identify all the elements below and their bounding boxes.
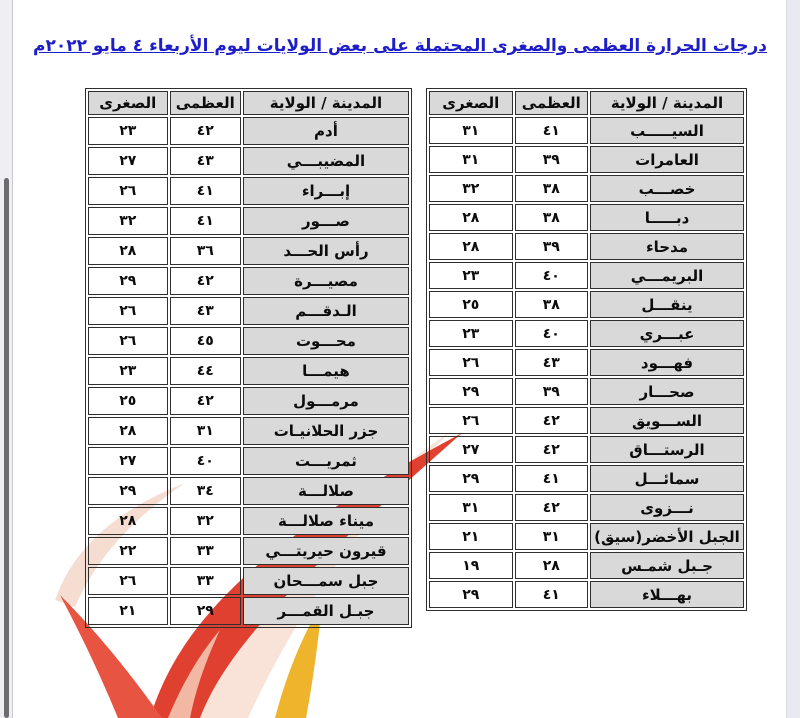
city-cell: جـبل شمـس — [590, 552, 744, 579]
city-cell: مرمـــول — [243, 387, 409, 415]
table-row — [88, 117, 409, 145]
city-cell: صـــور — [243, 207, 409, 235]
min-cell: ٢٢ — [88, 537, 168, 565]
city-cell: سمائـــل — [590, 465, 744, 492]
min-cell: ٣١ — [429, 117, 513, 144]
table-row — [88, 177, 409, 205]
table-row — [429, 407, 744, 434]
max-cell: ٤١ — [515, 465, 588, 492]
table-row — [88, 207, 409, 235]
table-row — [88, 297, 409, 325]
table-row — [88, 417, 409, 445]
table-row — [88, 147, 409, 175]
min-cell: ٣١ — [429, 146, 513, 173]
max-cell: ٣٨ — [515, 291, 588, 318]
max-cell: ٣٩ — [515, 146, 588, 173]
city-cell: مصيـــرة — [243, 267, 409, 295]
min-cell: ٢٦ — [88, 297, 168, 325]
city-cell: عبـــري — [590, 320, 744, 347]
max-cell: ٤٢ — [515, 494, 588, 521]
min-cell: ٢٧ — [429, 436, 513, 463]
max-cell: ٣٩ — [515, 378, 588, 405]
city-cell: العامرات — [590, 146, 744, 173]
table-row — [88, 357, 409, 385]
min-cell: ٢٣ — [429, 262, 513, 289]
city-cell: محـــوت — [243, 327, 409, 355]
table-row — [429, 320, 744, 347]
max-cell: ٣١ — [170, 417, 241, 445]
city-cell: نـــزوى — [590, 494, 744, 521]
min-cell: ٢١ — [429, 523, 513, 550]
max-cell: ٤٢ — [170, 267, 241, 295]
max-cell: ٣٩ — [515, 233, 588, 260]
header-min: الصغرى — [429, 91, 513, 115]
states-table-left — [85, 88, 412, 628]
min-cell: ٢٨ — [429, 233, 513, 260]
table-row — [429, 146, 744, 173]
city-cell: السيـــــب — [590, 117, 744, 144]
table-row — [429, 494, 744, 521]
states-table-right — [426, 88, 747, 611]
max-cell: ٢٩ — [170, 597, 241, 625]
city-cell: قيرون حيريتـــي — [243, 537, 409, 565]
city-cell: المضيبـــي — [243, 147, 409, 175]
max-cell: ٣٨ — [515, 204, 588, 231]
city-cell: مدحاء — [590, 233, 744, 260]
city-cell: الرستـــاق — [590, 436, 744, 463]
city-cell: جبـل القمـــر — [243, 597, 409, 625]
header-max: العظمى — [515, 91, 588, 115]
scrollbar-thumb[interactable] — [4, 178, 9, 718]
max-cell: ٤٠ — [170, 447, 241, 475]
table-row — [429, 581, 744, 608]
min-cell: ٢٣ — [88, 357, 168, 385]
header-min: الصغرى — [88, 91, 168, 115]
city-cell: جبل سمـــحان — [243, 567, 409, 595]
table-row — [88, 537, 409, 565]
min-cell: ٢٦ — [88, 567, 168, 595]
max-cell: ٢٨ — [515, 552, 588, 579]
max-cell: ٤١ — [170, 177, 241, 205]
city-cell: أدم — [243, 117, 409, 145]
max-cell: ٤٣ — [515, 349, 588, 376]
table-row — [88, 477, 409, 505]
min-cell: ٢٩ — [88, 267, 168, 295]
min-cell: ٢٩ — [429, 581, 513, 608]
table-row — [429, 523, 744, 550]
table-row — [429, 436, 744, 463]
min-cell: ٢٥ — [88, 387, 168, 415]
min-cell: ٢٦ — [88, 327, 168, 355]
city-cell: ينقـــل — [590, 291, 744, 318]
page-title: درجات الحرارة العظمى والصغرى المحتملة على بعض الولايات ليوم الأربعاء ٤ مايو ٢٠٢٢م — [32, 36, 768, 56]
header-city: المدينة / الولاية — [590, 91, 744, 115]
max-cell: ٣٦ — [170, 237, 241, 265]
min-cell: ٢٣ — [429, 320, 513, 347]
table-row — [429, 378, 744, 405]
city-cell: الجبل الأخضر(سيق) — [590, 523, 744, 550]
max-cell: ٣٣ — [170, 537, 241, 565]
table-row — [429, 233, 744, 260]
max-cell: ٤١ — [170, 207, 241, 235]
table-row — [88, 597, 409, 625]
min-cell: ٣١ — [429, 494, 513, 521]
min-cell: ٢٧ — [88, 147, 168, 175]
table-row — [88, 447, 409, 475]
max-cell: ٤٢ — [515, 407, 588, 434]
min-cell: ٢١ — [88, 597, 168, 625]
min-cell: ٢٨ — [88, 237, 168, 265]
min-cell: ٣٢ — [429, 175, 513, 202]
table-row — [429, 175, 744, 202]
table-row — [88, 507, 409, 535]
table-row — [88, 567, 409, 595]
city-cell: جزر الحلانيـات — [243, 417, 409, 445]
min-cell: ٢٦ — [429, 407, 513, 434]
max-cell: ٤٣ — [170, 297, 241, 325]
min-cell: ٢٣ — [88, 117, 168, 145]
table-row — [429, 552, 744, 579]
city-cell: فهـــود — [590, 349, 744, 376]
max-cell: ٤٢ — [515, 436, 588, 463]
city-cell: إبـــراء — [243, 177, 409, 205]
min-cell: ٢٦ — [429, 349, 513, 376]
max-cell: ٣٤ — [170, 477, 241, 505]
table-header-row — [429, 91, 744, 115]
min-cell: ٢٩ — [429, 378, 513, 405]
max-cell: ٤٢ — [170, 117, 241, 145]
city-cell: ثمريـــت — [243, 447, 409, 475]
city-cell: رأس الحـــد — [243, 237, 409, 265]
table-row — [88, 387, 409, 415]
table-row — [429, 291, 744, 318]
header-city: المدينة / الولاية — [243, 91, 409, 115]
city-cell: البريمـــي — [590, 262, 744, 289]
scrollbar-track — [0, 0, 13, 718]
table-row — [429, 204, 744, 231]
city-cell: صحـــار — [590, 378, 744, 405]
min-cell: ٢٨ — [429, 204, 513, 231]
max-cell: ٤٣ — [170, 147, 241, 175]
max-cell: ٤٤ — [170, 357, 241, 385]
table-row — [88, 327, 409, 355]
min-cell: ٢٨ — [88, 507, 168, 535]
city-cell: هيمـــا — [243, 357, 409, 385]
table-row — [429, 465, 744, 492]
table-row — [88, 267, 409, 295]
city-cell: صلالـــة — [243, 477, 409, 505]
max-cell: ٤٢ — [170, 387, 241, 415]
min-cell: ٣٢ — [88, 207, 168, 235]
city-cell: خصـــب — [590, 175, 744, 202]
max-cell: ٤٥ — [170, 327, 241, 355]
max-cell: ٣١ — [515, 523, 588, 550]
max-cell: ٤١ — [515, 117, 588, 144]
min-cell: ٢٨ — [88, 417, 168, 445]
table-row — [429, 349, 744, 376]
city-cell: الســـويق — [590, 407, 744, 434]
city-cell: ميناء صلالـــة — [243, 507, 409, 535]
table-row — [429, 117, 744, 144]
max-cell: ٣٣ — [170, 567, 241, 595]
min-cell: ٢٥ — [429, 291, 513, 318]
max-cell: ٤١ — [515, 581, 588, 608]
city-cell: دبـــــا — [590, 204, 744, 231]
min-cell: ٢٦ — [88, 177, 168, 205]
min-cell: ١٩ — [429, 552, 513, 579]
city-cell: الـدقـــم — [243, 297, 409, 325]
table-row — [88, 237, 409, 265]
min-cell: ٢٧ — [88, 447, 168, 475]
table-header-row — [88, 91, 409, 115]
max-cell: ٤٠ — [515, 262, 588, 289]
min-cell: ٢٩ — [88, 477, 168, 505]
max-cell: ٣٨ — [515, 175, 588, 202]
max-cell: ٤٠ — [515, 320, 588, 347]
max-cell: ٣٢ — [170, 507, 241, 535]
city-cell: بهـــلاء — [590, 581, 744, 608]
page-edge-right — [786, 0, 800, 718]
min-cell: ٢٩ — [429, 465, 513, 492]
table-row — [429, 262, 744, 289]
header-max: العظمى — [170, 91, 241, 115]
